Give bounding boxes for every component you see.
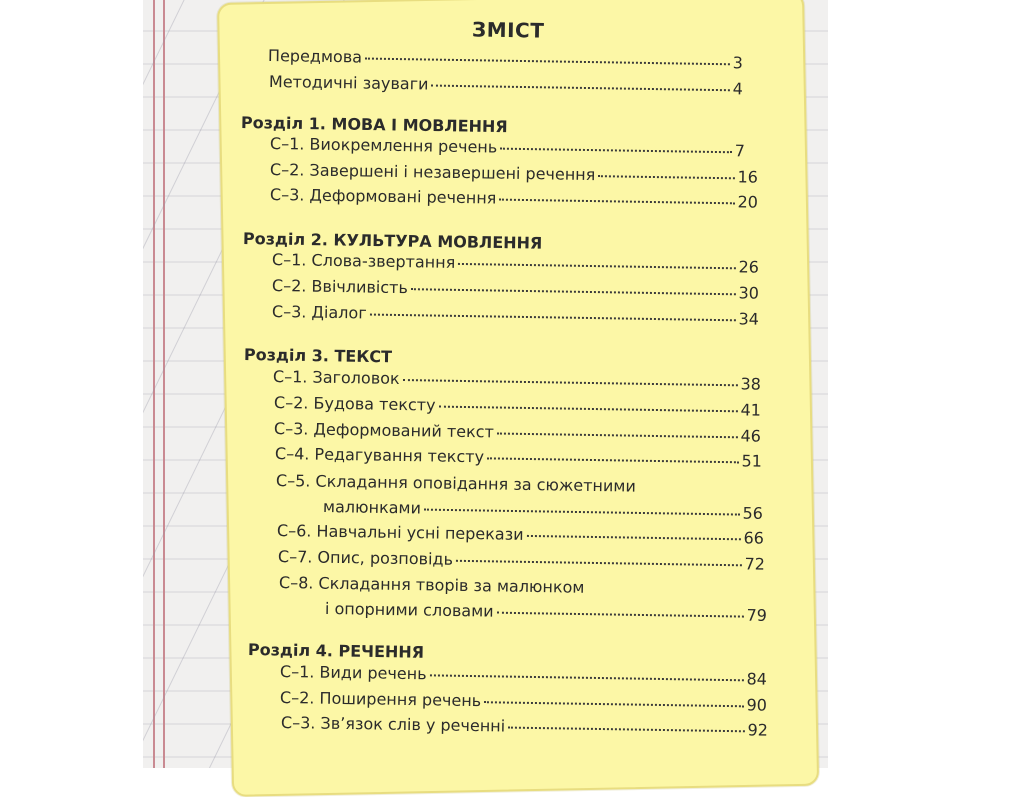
section-heading: Розділ 1. МОВА І МОВЛЕННЯ: [240, 113, 508, 137]
toc-entry: Передмова 3: [267, 46, 744, 73]
toc-entry: С–1. Слова-звертання 26: [271, 250, 760, 277]
toc-entry: Методичні зауваги 4: [268, 72, 744, 99]
toc-entry: С–4. Редагування тексту 51: [274, 444, 763, 471]
toc-entry: С–3. Діалог 34: [271, 302, 760, 329]
section-heading: Розділ 2. КУЛЬТУРА МОВЛЕННЯ: [242, 229, 543, 253]
toc-entry-label: С–8. Складання творів за малюнком: [278, 573, 585, 597]
toc-entry: С–6. Навчальні усні перекази 66: [276, 521, 765, 548]
toc-entry: С–3. Деформований текст 46: [273, 419, 762, 446]
toc-entry: і опорними словами 79: [324, 599, 768, 625]
page-title: ЗМІСТ: [471, 17, 545, 43]
section-heading: Розділ 4. РЕЧЕННЯ: [247, 640, 425, 662]
toc-entry: С–7. Опис, розповідь 72: [277, 547, 766, 574]
toc-entry: С–1. Заголовок 38: [272, 367, 762, 394]
toc-entry-label: С–5. Складання оповідання за сюжетними: [275, 471, 636, 496]
toc-entry: С–2. Ввічливість 30: [271, 276, 760, 303]
toc-entry: малюнками 56: [322, 497, 764, 523]
toc-entry: С–1. Види речень 84: [279, 662, 768, 689]
toc-entry: С–3. Зв’язок слів у реченні 92: [280, 713, 769, 740]
toc-entry: С–2. Поширення речень 90: [279, 688, 768, 715]
toc-entry: С–2. Завершені і незавершені речення 16: [269, 160, 759, 187]
toc-entry: С–1. Виокремлення речень 7: [269, 134, 746, 161]
toc-entry: С–3. Деформовані речення 20: [269, 185, 759, 212]
section-heading: Розділ 3. ТЕКСТ: [243, 345, 393, 367]
toc-entry: С–2. Будова тексту 41: [273, 393, 762, 420]
